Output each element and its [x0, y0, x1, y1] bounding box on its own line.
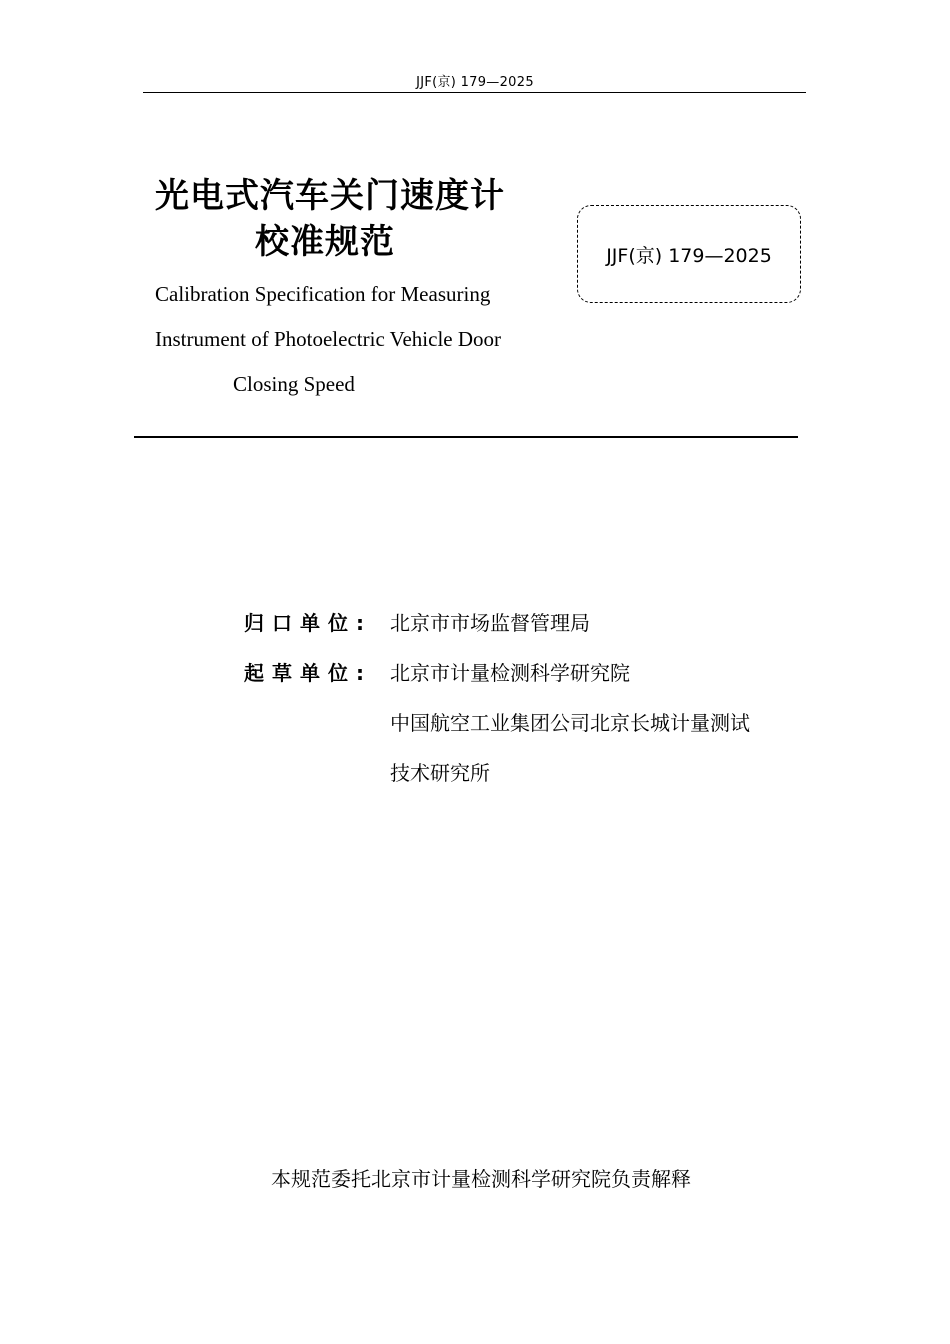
chinese-title-line2: 校准规范	[255, 222, 395, 262]
authority-row	[244, 598, 750, 648]
interpretation-note: 本规范委托北京市计量检测科学研究院负责解释	[271, 1167, 691, 1191]
english-title	[155, 272, 501, 407]
drafter-row	[244, 648, 750, 698]
authority-label: 归口单位:	[244, 611, 372, 635]
english-title-line3: Closing Speed	[233, 372, 355, 396]
chinese-title	[155, 173, 505, 265]
drafter-label: 起草单位:	[244, 661, 372, 685]
english-title-line1: Calibration Specification for Measuring	[155, 282, 491, 306]
chinese-title-line1: 光电式汽车关门速度计	[155, 176, 505, 216]
standard-code-box	[577, 205, 801, 303]
header-divider	[143, 92, 806, 93]
header-code: JJF(京) 179—2025	[416, 75, 534, 90]
authority-value: 北京市市场监督管理局	[390, 611, 590, 635]
drafter-value-3: 技术研究所	[390, 761, 490, 785]
drafter-value-1: 北京市计量检测科学研究院	[390, 661, 630, 685]
title-divider	[134, 436, 798, 438]
english-title-line2: Instrument of Photoelectric Vehicle Door	[155, 327, 502, 351]
standard-code-text: JJF(京) 179—2025	[606, 244, 772, 267]
organization-info	[244, 598, 750, 798]
drafter-value-2: 中国航空工业集团公司北京长城计量测试	[390, 711, 750, 735]
